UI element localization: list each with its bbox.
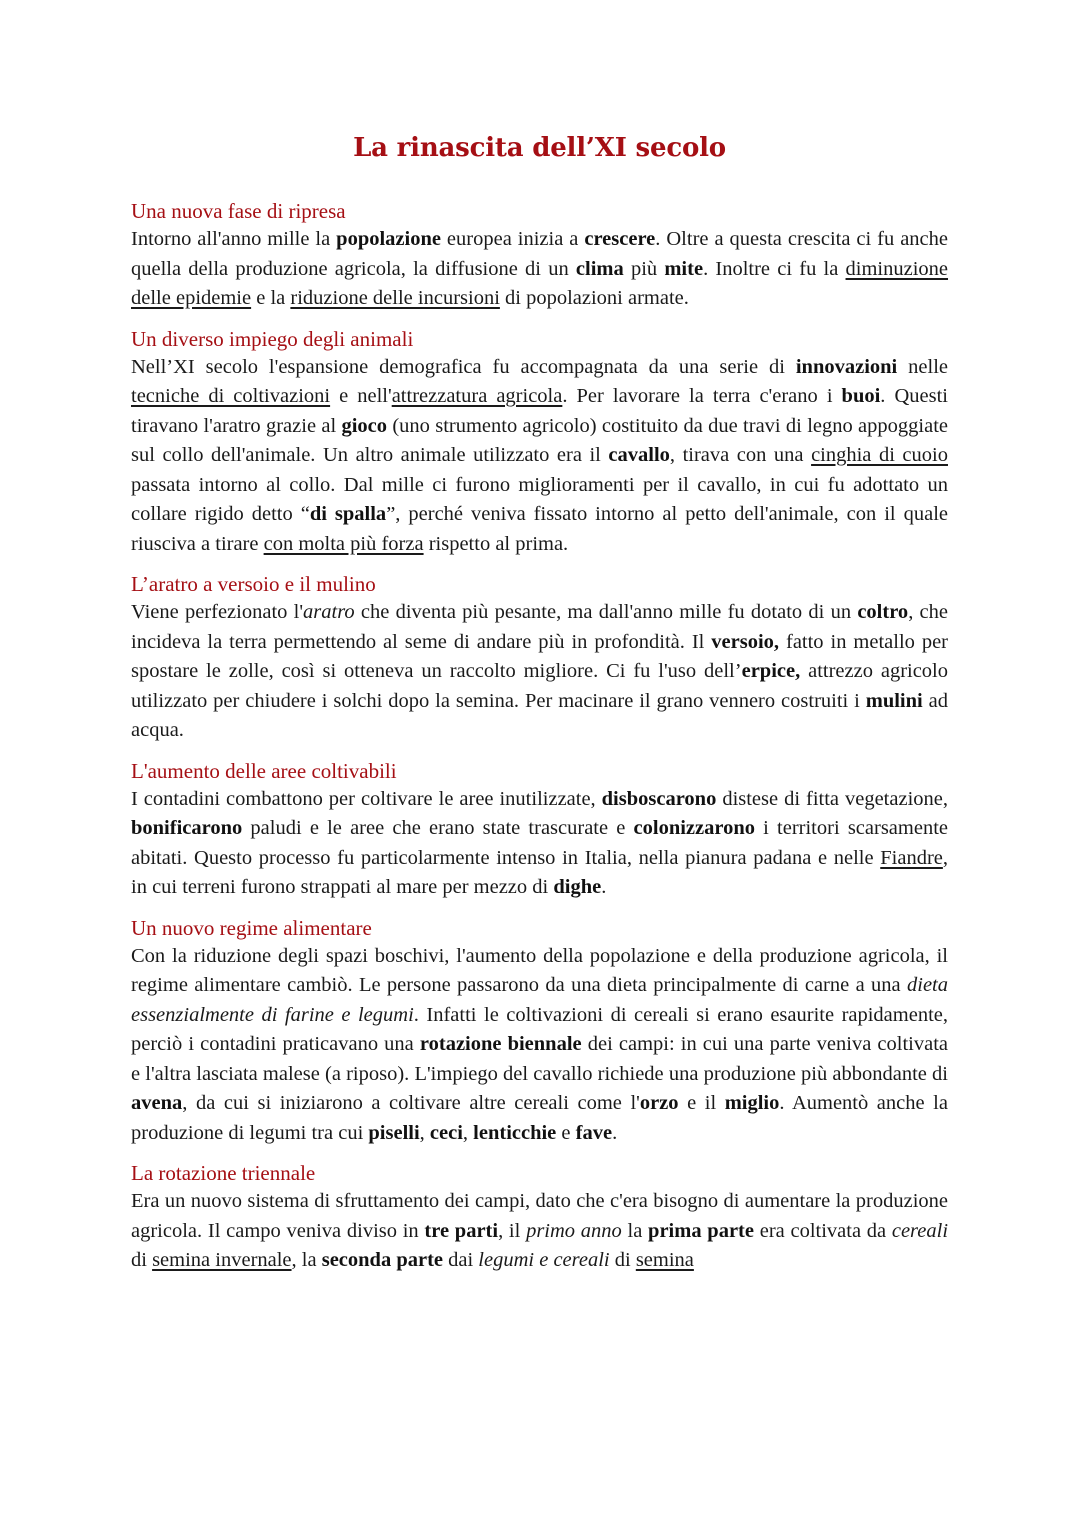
section-heading: Una nuova fase di ripresa — [131, 199, 346, 223]
bold-term: disboscarono — [601, 787, 717, 810]
italic-term: aratro — [303, 601, 355, 623]
section-body: Nell’XI secolo l'espansione demografica fu accompagnata da una serie di innovazioni nelle tecniche di coltivazioni e nell'attrezzatura agricola. Per lavorare la terra c'erano i buoi. Questi tiravano l'aratro grazie al gioco (uno strumento agricolo) costituito da due travi di legno appoggiate sul collo dell'animale. Un altro animale utilizzato era il cavallo, tirava con una cinghia di cuoio passata intorno al collo. Dal mille ci furono miglioramenti per il cavallo, in cui fu adottato un collare rigido detto “di spalla”, perché veniva fissato intorno al petto dell'animale, con il quale riusciva a tirare con molta più forza rispetto al prima. — [131, 355, 948, 555]
italic-term: dieta essenzialmente di farine e legumi — [131, 974, 948, 1026]
section-heading: La rotazione triennale — [131, 1161, 316, 1185]
bold-term: buoi — [841, 385, 881, 407]
bold-term: mulini — [865, 689, 923, 712]
section-heading: Un diverso impiego degli animali — [131, 326, 414, 351]
section-body: Viene perfezionato l'aratro che diventa più pesante, ma dall'anno mille fu dotato di un coltro, che incideva la terra permettendo al seme di andare più in profondità. Il versoio, fatto in metallo per spostare le zolle, così si otteneva un raccolto migliore. Ci fu l'uso dell’erpice, attrezzo agricolo utilizzato per chiudere i solchi dopo la semina. Per macinare il grano vennero costruiti i mulini ad acqua. — [131, 601, 949, 741]
underlined-term: riduzione delle incursioni — [290, 287, 500, 309]
bold-term: lenticchie — [473, 1121, 557, 1144]
section — [131, 197, 948, 314]
underlined-term: con molta più forza — [263, 532, 424, 555]
section — [131, 757, 948, 903]
section-heading: L’aratro a versoio e il mulino — [131, 572, 376, 596]
bold-term: miglio — [724, 1092, 780, 1114]
bold-term: crescere — [584, 228, 656, 250]
bold-term: innovazioni — [795, 355, 898, 378]
section-heading: L'aumento delle aree coltivabili — [131, 758, 397, 783]
underlined-term: cinghia di cuoio — [811, 444, 948, 466]
underlined-term: Fiandre — [880, 846, 943, 869]
section-body: Era un nuovo sistema di sfruttamento dei campi, dato che c'era bisogno di aumentare la produzione agricola. Il campo veniva diviso in tre parti, il primo anno la prima parte era coltivata da cereali di semina invernale, la seconda parte dai legumi e cereali di semina — [131, 1190, 949, 1271]
underlined-term: tecniche di coltivazioni — [131, 385, 331, 407]
bold-term: prima parte — [648, 1219, 754, 1242]
italic-term: primo anno — [526, 1219, 622, 1242]
underlined-term: diminuzione delle epidemie — [131, 257, 949, 309]
section — [131, 325, 948, 560]
bold-term: cavallo — [608, 444, 670, 466]
bold-term: versoio, — [711, 630, 780, 653]
underlined-term: semina — [635, 1249, 694, 1271]
bold-term: fave — [575, 1121, 613, 1144]
bold-term: bonificarono — [131, 817, 243, 839]
bold-term: mite — [664, 257, 704, 280]
bold-term: clima — [575, 257, 624, 280]
section-body: Con la riduzione degli spazi boschivi, l'aumento della popolazione e della produzione agricola, il regime alimentare cambiò. Le persone passarono da una dieta principalmente di carne a una dieta essenzialmente di farine e legumi. Infatti le coltivazioni di cereali si erano esaurite rapidamente, perciò i contadini praticavano una rotazione biennale dei campi: in cui una parte veniva coltivata e l'altra lasciata malese (a riposo). L'impiego del cavallo richiede una produzione più abbondante di avena, da cui si iniziarono a coltivare altre cereali come l'orzo e il miglio. Aumentò anche la produzione di legumi tra cui piselli, ceci, lenticchie e fave. — [131, 944, 948, 1144]
bold-term: seconda parte — [321, 1249, 443, 1271]
italic-term: cereali — [891, 1219, 949, 1242]
section-body: Intorno all'anno mille la popolazione europea inizia a crescere. Oltre a questa crescita ci fu anche quella della produzione agricola, la diffusione di un clima più mite. Inoltre ci fu la diminuzione delle epidemie e la riduzione delle incursioni di popolazioni armate. — [131, 228, 949, 309]
bold-term: avena — [131, 1092, 183, 1114]
bold-term: erpice, — [741, 660, 801, 682]
sections-container — [131, 197, 948, 1276]
document-page — [131, 128, 948, 1287]
bold-term: ceci — [429, 1121, 463, 1144]
section — [131, 1159, 948, 1276]
bold-term: gioco — [341, 414, 388, 437]
bold-term: coltro — [857, 601, 909, 623]
section — [131, 570, 948, 746]
bold-term: popolazione — [336, 228, 441, 250]
bold-term: di spalla — [309, 503, 387, 525]
italic-term: legumi e cereali — [478, 1249, 610, 1271]
underlined-term: semina invernale — [152, 1249, 292, 1271]
underlined-term: attrezzatura agricola — [391, 385, 563, 407]
bold-term: colonizzarono — [633, 817, 755, 839]
section — [131, 914, 948, 1149]
section-heading: Un nuovo regime alimentare — [131, 915, 372, 940]
bold-term: tre parti — [424, 1219, 499, 1242]
bold-term: piselli — [368, 1121, 420, 1144]
bold-term: orzo — [639, 1092, 679, 1114]
bold-term: dighe — [553, 876, 602, 898]
bold-term: rotazione biennale — [419, 1033, 582, 1055]
section-body: I contadini combattono per coltivare le aree inutilizzate, disboscarono distese di fitta vegetazione, bonificarono paludi e le aree che erano state trascurate e colonizzarono i territori scarsamente abitati. Questo processo fu particolarmente intenso in Italia, nella pianura padana e nelle Fiandre, in cui terreni furono strappati al mare per mezzo di dighe. — [131, 787, 948, 898]
page-title: La rinascita dell’XI secolo — [353, 133, 726, 163]
